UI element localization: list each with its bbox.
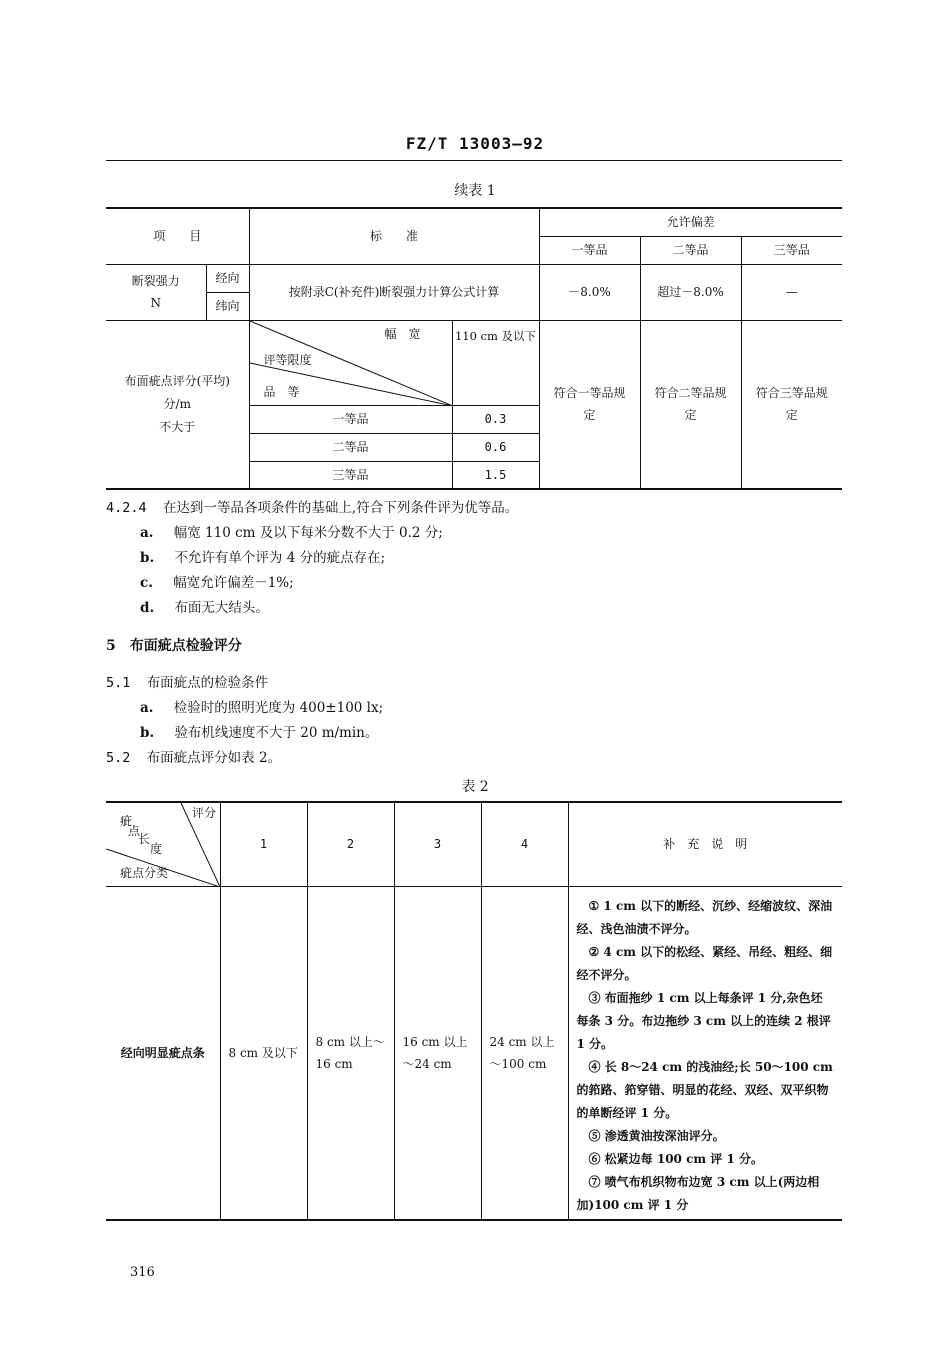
section-text: 布面疵点的检验条件 [146,675,269,691]
score-header: 2 [307,802,394,886]
length-cell: 8 cm 以上～16 cm [307,886,394,1220]
diag-length-label: 疵 [120,814,133,828]
diag-grade-label: 品 等 [263,384,300,399]
table2-title: 表 2 [461,779,489,795]
strength-dir-weft: 纬向 [206,292,249,320]
diag-width-label: 幅 宽 [384,326,421,341]
table1-diagonal-header [249,320,452,405]
sub-grade: 一等品 [249,405,452,433]
header-rule [106,160,842,161]
note: ⑦ 喷气布机织物布边宽 3 cm 以上(两边相加)100 cm 评 1 分 [576,1174,820,1212]
note: ⑥ 松紧边每 100 cm 评 1 分。 [588,1151,763,1166]
conform-third [741,320,842,489]
table1 [106,207,842,490]
length-cell: 16 cm 以上～24 cm [394,886,481,1220]
sub-value: 1.5 [452,461,539,489]
table1-standard-header: 标 准 [249,208,539,264]
section-52-heading [106,746,281,770]
strength-label [106,264,206,320]
defect-label-line: 布面疵点评分(平均) [124,373,230,388]
diag-category-label: 疵点分类 [120,866,169,880]
section-5-heading: 5 布面疵点检验评分 [106,638,242,654]
conform-second-text: 符合二等品规定 [654,386,727,423]
length-cell: 8 cm 及以下 [220,886,307,1220]
list-text: 幅宽允许偏差－1%; [173,575,294,591]
note: ① 1 cm 以下的断经、沉纱、经缩波纹、深油经、浅色油渍不评分。 [576,898,833,936]
list-text: 不允许有单个评为 4 分的疵点存在; [174,550,386,566]
list-key: a. [140,700,154,716]
table2 [106,801,842,1221]
score-header: 3 [394,802,481,886]
strength-dir-warp: 经向 [206,264,249,292]
section-number: 4.2.4 [106,500,147,516]
table1-grade-header: 三等品 [741,236,842,264]
list-key: b. [140,550,155,566]
strength-tol-first: －8.0% [539,264,640,320]
table2-diagonal-header [106,802,220,886]
section-51-heading [106,671,268,695]
document-header: FZ/T 13003—92 [405,134,545,153]
section-424-heading [106,496,518,520]
table1-item-header: 项 目 [106,208,249,264]
defect-score-label [106,320,249,489]
note: ⑤ 渗透黄油按深油评分。 [588,1128,725,1143]
table1-grade-header: 一等品 [539,236,640,264]
section-text: 布面疵点评分如表 2。 [146,750,282,766]
supp-header: 补 充 说 明 [568,802,842,886]
table1-title: 续表 1 [454,183,496,199]
list-key: c. [140,575,153,591]
list-text: 验布机线速度不大于 20 m/min。 [174,725,379,741]
score-header: 4 [481,802,568,886]
conform-third-text: 符合三等品规定 [755,386,828,423]
sub-grade: 三等品 [249,461,452,489]
score-header: 1 [220,802,307,886]
supp-notes [568,886,842,1220]
list-key: b. [140,725,155,741]
list-key: a. [140,525,154,541]
list-item [140,546,385,570]
width-110-header: 110 cm 及以下 [452,320,539,405]
diag-length-label: 度 [150,842,163,856]
strength-standard: 按附录C(补充件)断裂强力计算公式计算 [249,264,539,320]
length-cell: 24 cm 以上～100 cm [481,886,568,1220]
table1-tolerance-header: 允许偏差 [539,208,842,236]
conform-first [539,320,640,489]
list-item [140,571,294,595]
list-item [140,721,378,745]
strength-tol-second: 超过－8.0% [640,264,741,320]
defect-label-line: 不大于 [159,419,196,434]
note: ④ 长 8～24 cm 的浅油经;长 50～100 cm的筘路、筘穿错、明显的花经、双经、双平织物的单断经评 1 分。 [576,1059,833,1120]
list-text: 检验时的照明光度为 400±100 lx; [173,700,384,716]
conform-second [640,320,741,489]
page-number: 316 [130,1265,155,1280]
list-text: 布面无大结头。 [174,600,269,616]
note: ② 4 cm 以下的松经、紧经、吊经、粗经、细经不评分。 [576,944,833,982]
diag-limit-label: 评等限度 [263,352,312,367]
sub-value: 0.3 [452,405,539,433]
row-label: 经向明显疵点条 [106,886,220,1220]
diag-score-label: 评分 [192,806,217,820]
strength-tol-third: — [741,264,842,320]
table1-grade-header: 二等品 [640,236,741,264]
section-number: 5.1 [106,675,131,691]
diag-length-label: 长 [138,832,151,846]
list-item [140,596,269,620]
strength-label-unit: N [150,296,161,310]
section-number: 5.2 [106,750,131,766]
list-item [140,521,443,545]
strength-label-text: 断裂强力 [131,274,180,288]
list-key: d. [140,600,155,616]
list-text: 幅宽 110 cm 及以下每米分数不大于 0.2 分; [173,525,443,541]
sub-value: 0.6 [452,433,539,461]
list-item [140,696,383,720]
diag-length-label: 点 [128,824,141,838]
note: ③ 布面拖纱 1 cm 以上每条评 1 分,杂色坯每条 3 分。布边拖纱 3 cm 以上的连续 2 根评 1 分。 [576,990,831,1051]
section-text: 在达到一等品各项条件的基础上,符合下列条件评为优等品。 [162,500,519,516]
sub-grade: 二等品 [249,433,452,461]
conform-first-text: 符合一等品规定 [553,386,626,423]
defect-label-line: 分/m [163,396,191,411]
